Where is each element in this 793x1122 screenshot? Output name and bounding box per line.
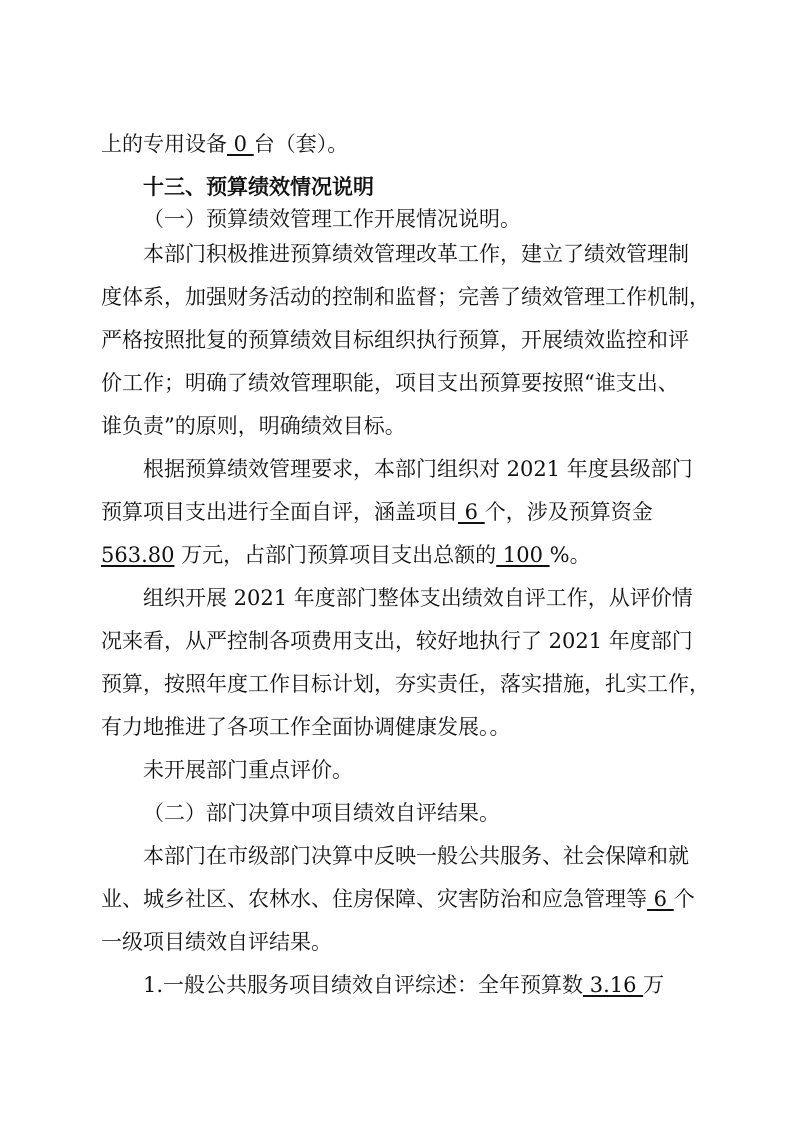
item-count: 6 xyxy=(647,887,674,911)
budget-percent: 100 xyxy=(496,543,550,567)
subsection-heading: （二）部门决算中项目绩效自评结果。 xyxy=(143,801,500,825)
paragraph-line: 本部门积极推进预算绩效管理改革工作，建立了绩效管理制 xyxy=(143,242,689,266)
equipment-count: 0 xyxy=(227,132,254,156)
paragraph-line: 严格按照批复的预算绩效目标组织执行预算，开展绩效监控和评 xyxy=(101,328,689,352)
paragraph-line: 有力地推进了各项工作全面协调健康发展。。 xyxy=(101,715,511,739)
paragraph-line: 一级项目绩效自评结果。 xyxy=(101,930,332,954)
paragraph-line: 价工作；明确了绩效管理职能，项目支出预算要按照“谁支出、 xyxy=(101,371,679,395)
paragraph-line: 1.一般公共服务项目绩效自评综述：全年预算数 3.16 万 xyxy=(143,973,665,997)
project-count: 6 xyxy=(458,500,485,524)
annual-budget: 3.16 xyxy=(583,973,644,997)
budget-amount: 563.80 xyxy=(101,543,175,567)
paragraph-line: 根据预算绩效管理要求，本部门组织对 2021 年度县级部门 xyxy=(143,457,693,481)
paragraph-line: 预算，按照年度工作目标计划，夯实责任，落实措施，扎实工作， xyxy=(101,672,710,696)
paragraph-line: 本部门在市级部门决算中反映一般公共服务、社会保障和就 xyxy=(143,844,689,868)
paragraph-line: 业、城乡社区、农林水、住房保障、灾害防治和应急管理等 6 个 xyxy=(101,887,695,911)
section-heading: 十三、预算绩效情况说明 xyxy=(143,174,374,199)
subsection-heading: （一）预算绩效管理工作开展情况说明。 xyxy=(143,207,521,231)
paragraph-line: 预算项目支出进行全面自评，涵盖项目 6 个，涉及预算资金 xyxy=(101,500,653,524)
paragraph-line: 未开展部门重点评价。 xyxy=(143,758,353,782)
paragraph-line: 况来看，从严控制各项费用支出，较好地执行了 2021 年度部门 xyxy=(101,629,693,653)
paragraph-line: 组织开展 2021 年度部门整体支出绩效自评工作，从评价情 xyxy=(143,586,693,610)
text-line: 上的专用设备 0 台（套）。 xyxy=(101,132,349,156)
paragraph-line: 563.80 万元，占部门预算项目支出总额的 100 %。 xyxy=(101,543,591,567)
paragraph-line: 度体系，加强财务活动的控制和监督；完善了绩效管理工作机制， xyxy=(101,285,710,309)
paragraph-line: 谁负责”的原则，明确绩效目标。 xyxy=(101,414,406,438)
